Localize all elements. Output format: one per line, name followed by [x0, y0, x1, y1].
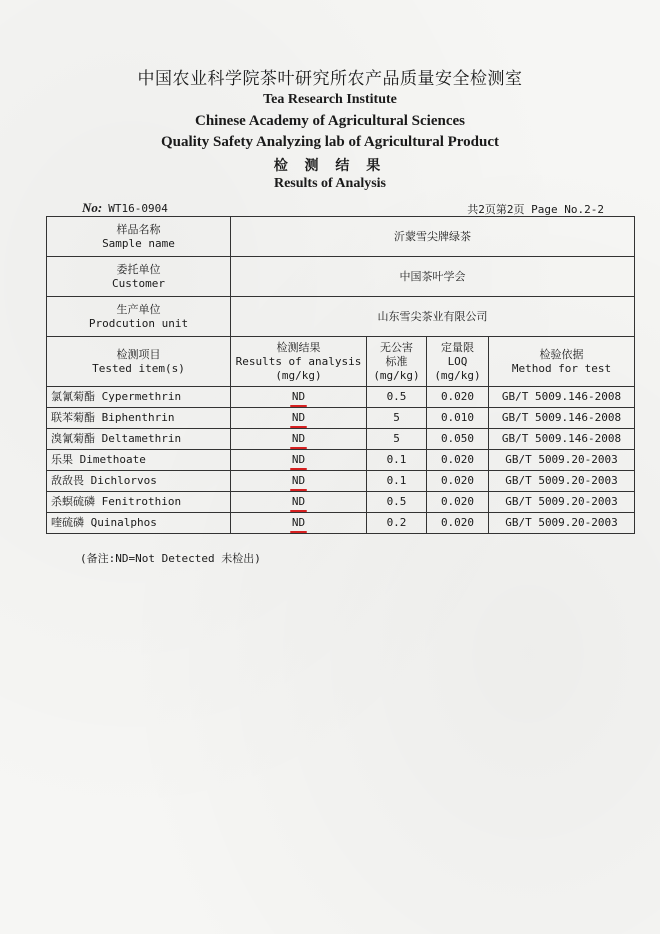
row-method: GB/T 5009.146-2008: [489, 429, 635, 450]
info-label: 样品名称 Sample name: [47, 217, 231, 257]
table-row: [47, 429, 635, 450]
info-value: 山东雪尖茶业有限公司: [231, 297, 635, 337]
row-item: 溴氰菊酯 Deltamethrin: [47, 429, 231, 450]
row-loq: 0.020: [427, 450, 489, 471]
results-body: [47, 387, 635, 534]
table-row: [47, 492, 635, 513]
row-result: [231, 450, 367, 471]
row-item: 喹硫磷 Quinalphos: [47, 513, 231, 534]
row-loq: 0.010: [427, 408, 489, 429]
info-row-production-unit: [47, 297, 635, 337]
row-standard: 0.5: [367, 492, 427, 513]
row-standard: 5: [367, 408, 427, 429]
header-standard: 无公害 标准 (mg/kg): [367, 337, 427, 387]
result-nd: ND: [291, 474, 306, 487]
lab-title-cn: 中国农业科学院茶叶研究所农产品质量安全检测室: [137, 69, 523, 89]
header-method: 检验依据 Method for test: [489, 337, 635, 387]
row-result: [231, 492, 367, 513]
table-row: [47, 408, 635, 429]
results-title-cn: 检 测 结 果: [273, 158, 387, 174]
row-result: [231, 513, 367, 534]
row-loq: 0.020: [427, 471, 489, 492]
row-standard: 5: [367, 429, 427, 450]
header-loq: 定量限 LOQ (mg/kg): [427, 337, 489, 387]
page-number: 共2页第2页 Page No.2-2: [467, 203, 604, 216]
table-row: [47, 387, 635, 408]
result-nd: ND: [291, 516, 306, 529]
result-nd: ND: [291, 411, 306, 424]
results-title-en: Results of Analysis: [273, 176, 387, 191]
row-method: GB/T 5009.146-2008: [489, 408, 635, 429]
row-item: 乐果 Dimethoate: [47, 450, 231, 471]
row-standard: 0.1: [367, 450, 427, 471]
row-result: [231, 429, 367, 450]
results-table: [46, 216, 635, 534]
row-standard: 0.2: [367, 513, 427, 534]
result-nd: ND: [291, 432, 306, 445]
result-nd: ND: [291, 495, 306, 508]
header-tested-item: 检测项目 Tested item(s): [47, 337, 231, 387]
row-item: 敌敌畏 Dichlorvos: [47, 471, 231, 492]
table-row: [47, 450, 635, 471]
info-label: 生产单位 Prodcution unit: [47, 297, 231, 337]
academy-title: Chinese Academy of Agricultural Sciences: [195, 113, 465, 129]
info-row-customer: [47, 257, 635, 297]
row-method: GB/T 5009.20-2003: [489, 471, 635, 492]
row-loq: 0.050: [427, 429, 489, 450]
row-result: [231, 471, 367, 492]
row-result: [231, 387, 367, 408]
lab-title-en: Quality Safety Analyzing lab of Agricultural Product: [160, 134, 500, 150]
row-method: GB/T 5009.146-2008: [489, 387, 635, 408]
header-result: 检测结果 Results of analysis (mg/kg): [231, 337, 367, 387]
table-row: [47, 513, 635, 534]
info-value: 中国茶叶学会: [231, 257, 635, 297]
footnote: (备注:ND=Not Detected 未检出): [80, 552, 261, 565]
institute-title: Tea Research Institute: [263, 92, 397, 107]
document-number-value: WT16-0904: [108, 202, 168, 215]
row-method: GB/T 5009.20-2003: [489, 513, 635, 534]
info-value: 沂蒙雪尖牌绿茶: [231, 217, 635, 257]
row-standard: 0.5: [367, 387, 427, 408]
result-nd: ND: [291, 453, 306, 466]
table-row: [47, 471, 635, 492]
row-item: 氯氰菊酯 Cypermethrin: [47, 387, 231, 408]
result-nd: ND: [291, 390, 306, 403]
row-loq: 0.020: [427, 492, 489, 513]
row-standard: 0.1: [367, 471, 427, 492]
row-result: [231, 408, 367, 429]
column-header-row: [47, 337, 635, 387]
document-number-label: No:: [82, 200, 103, 215]
row-item: 联苯菊酯 Biphenthrin: [47, 408, 231, 429]
info-row-sample: [47, 217, 635, 257]
row-loq: 0.020: [427, 387, 489, 408]
row-item: 杀螟硫磷 Fenitrothion: [47, 492, 231, 513]
row-loq: 0.020: [427, 513, 489, 534]
document-number: [82, 200, 168, 216]
row-method: GB/T 5009.20-2003: [489, 450, 635, 471]
row-method: GB/T 5009.20-2003: [489, 492, 635, 513]
info-label: 委托单位 Customer: [47, 257, 231, 297]
